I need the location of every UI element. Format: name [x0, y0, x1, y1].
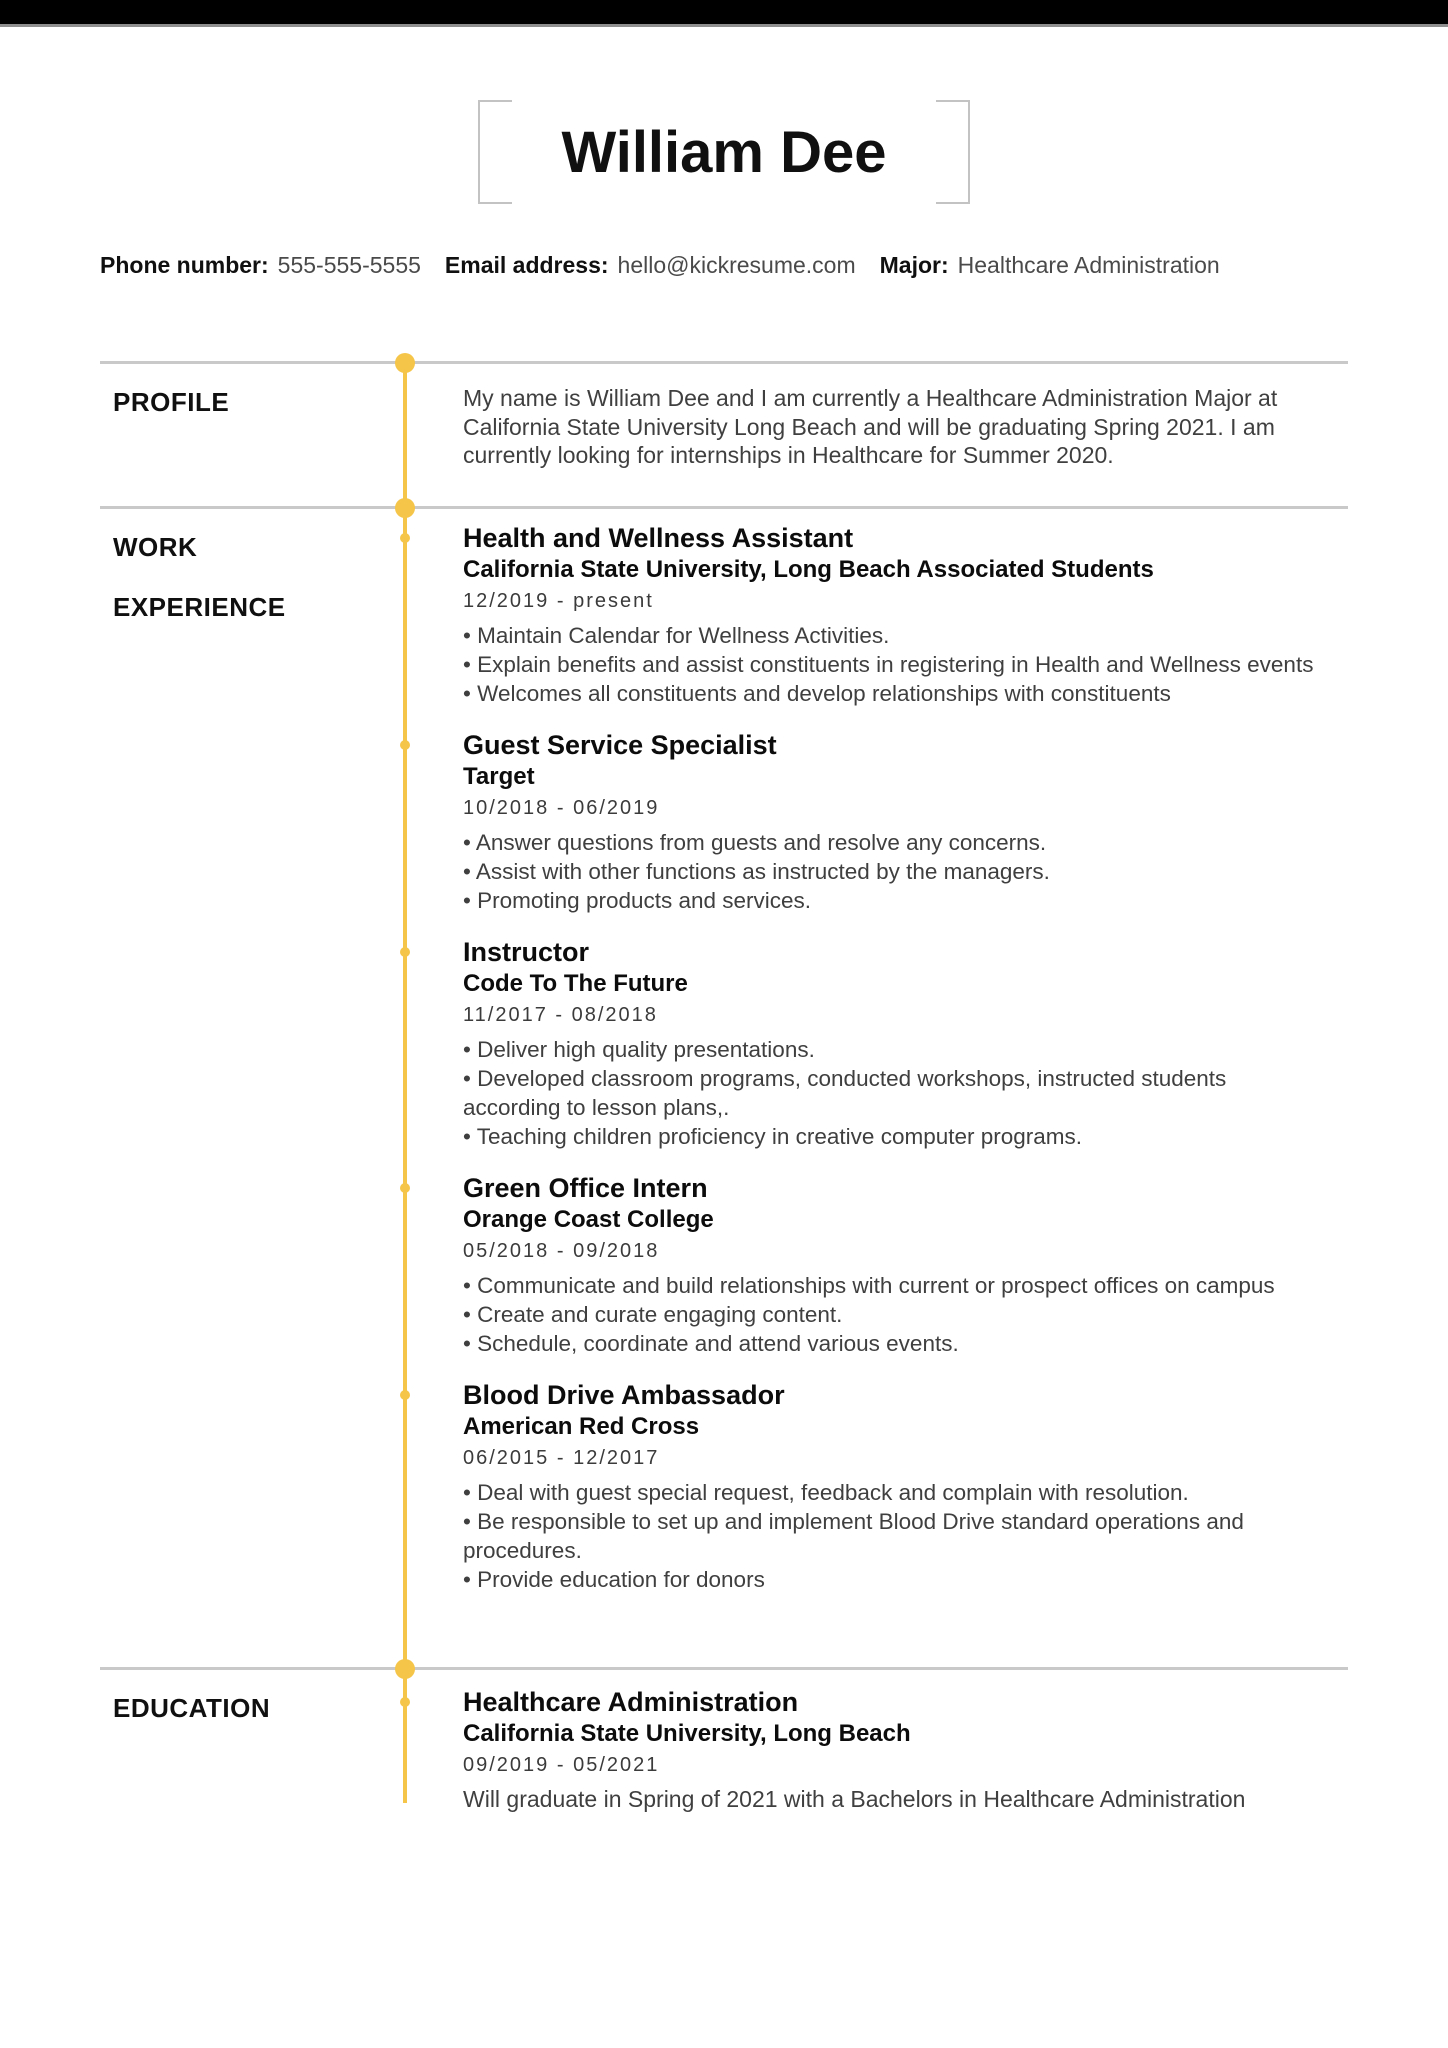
- timeline-dot-large: [395, 353, 415, 373]
- contact-label: Phone number:: [100, 252, 269, 278]
- contact-item-major: [880, 252, 1220, 279]
- entry-bullet: • Be responsible to set up and implement Blood Drive standard operations and procedures.: [463, 1507, 1315, 1565]
- profile-content: [463, 364, 1315, 506]
- entry-organization: California State University, Long Beach Associated Students: [463, 556, 1154, 583]
- work-entry: [463, 521, 1315, 708]
- entry-bullet: • Provide education for donors: [463, 1565, 1315, 1594]
- bracket-decoration-left: [478, 100, 512, 204]
- timeline-line: [403, 1670, 407, 1803]
- entry-dates: 11/2017 - 08/2018: [463, 1004, 658, 1026]
- entry-bullet: • Answer questions from guests and resolve any concerns.: [463, 828, 1315, 857]
- entry-organization: American Red Cross: [463, 1413, 700, 1440]
- entry-dates: 05/2018 - 09/2018: [463, 1240, 660, 1262]
- entry-dates: 06/2015 - 12/2017: [463, 1447, 660, 1469]
- bracket-decoration-right: [936, 100, 970, 204]
- education-description: Will graduate in Spring of 2021 with a Bachelors in Healthcare Administration: [463, 1786, 1246, 1812]
- top-black-bar: [0, 0, 1448, 27]
- entry-title: Healthcare Administration: [463, 1687, 799, 1717]
- work-entry: [463, 728, 1315, 915]
- entry-bullet: • Explain benefits and assist constituents in registering in Health and Wellness events: [463, 650, 1315, 679]
- entry-bullet: • Developed classroom programs, conducted workshops, instructed students according to lesson plans,.: [463, 1064, 1315, 1122]
- entry-bullet: • Welcomes all constituents and develop relationships with constituents: [463, 679, 1315, 708]
- contact-value: 555-555-5555: [277, 252, 421, 278]
- timeline-line: [403, 509, 407, 1667]
- entry-title: Green Office Intern: [463, 1173, 708, 1203]
- entry-bullet: • Promoting products and services.: [463, 886, 1315, 915]
- entry-bullet: • Deliver high quality presentations.: [463, 1035, 1315, 1064]
- contact-item-phone: [100, 252, 421, 279]
- work-entry: [463, 935, 1315, 1151]
- work-entry: [463, 1171, 1315, 1358]
- entry-organization: California State University, Long Beach: [463, 1720, 911, 1747]
- timeline-dot-small: [400, 947, 410, 957]
- timeline-dot-small: [400, 533, 410, 543]
- section-label-education: EDUCATION: [113, 1693, 271, 1723]
- section-profile: [100, 361, 1348, 506]
- name-frame: [478, 100, 970, 204]
- contact-item-email: [445, 252, 856, 279]
- section-work-experience: [100, 506, 1348, 1667]
- education-entry: [463, 1685, 1315, 1814]
- timeline-line: [403, 364, 407, 506]
- section-label-work-experience: WORK EXPERIENCE: [113, 532, 286, 622]
- profile-text: My name is William Dee and I am currently a Healthcare Administration Major at California State University Long Beach and will be graduating Spring 2021. I am currently looking for internships in Healthcare for Summer 2020.: [463, 385, 1278, 468]
- timeline-dot-small: [400, 1183, 410, 1193]
- entry-dates: 10/2018 - 06/2019: [463, 797, 660, 819]
- timeline-dot-small: [400, 1697, 410, 1707]
- entry-organization: Code To The Future: [463, 970, 688, 997]
- sections: [100, 361, 1348, 1997]
- section-education: [100, 1667, 1348, 1997]
- entry-dates: 09/2019 - 05/2021: [463, 1754, 660, 1776]
- entry-bullet: • Assist with other functions as instructed by the managers.: [463, 857, 1315, 886]
- entry-bullet: • Schedule, coordinate and attend various events.: [463, 1329, 1315, 1358]
- timeline-dot-large: [395, 1659, 415, 1679]
- entry-title: Health and Wellness Assistant: [463, 523, 854, 553]
- timeline-dot-small: [400, 1390, 410, 1400]
- entry-bullet: • Create and curate engaging content.: [463, 1300, 1315, 1329]
- education-entries: [463, 1670, 1315, 1997]
- entry-organization: Orange Coast College: [463, 1206, 714, 1233]
- section-label-profile: PROFILE: [113, 387, 230, 417]
- contact-value: hello@kickresume.com: [617, 252, 856, 278]
- page-title: William Dee: [561, 119, 887, 185]
- contact-label: Email address:: [444, 252, 609, 278]
- entry-title: Guest Service Specialist: [463, 730, 777, 760]
- work-entries: [463, 509, 1315, 1667]
- entry-title: Instructor: [463, 937, 590, 967]
- timeline-dot-small: [400, 740, 410, 750]
- entry-bullet: • Maintain Calendar for Wellness Activities.: [463, 621, 1315, 650]
- entry-dates: 12/2019 - present: [463, 590, 654, 612]
- contact-label: Major:: [879, 252, 949, 278]
- entry-bullet: • Teaching children proficiency in creative computer programs.: [463, 1122, 1315, 1151]
- entry-organization: Target: [463, 763, 535, 790]
- contact-row: [100, 252, 1348, 279]
- entry-title: Blood Drive Ambassador: [463, 1380, 785, 1410]
- timeline-dot-large: [395, 498, 415, 518]
- entry-bullet: • Communicate and build relationships with current or prospect offices on campus: [463, 1271, 1315, 1300]
- contact-value: Healthcare Administration: [957, 252, 1220, 278]
- work-entry: [463, 1378, 1315, 1594]
- entry-bullet: • Deal with guest special request, feedback and complain with resolution.: [463, 1478, 1315, 1507]
